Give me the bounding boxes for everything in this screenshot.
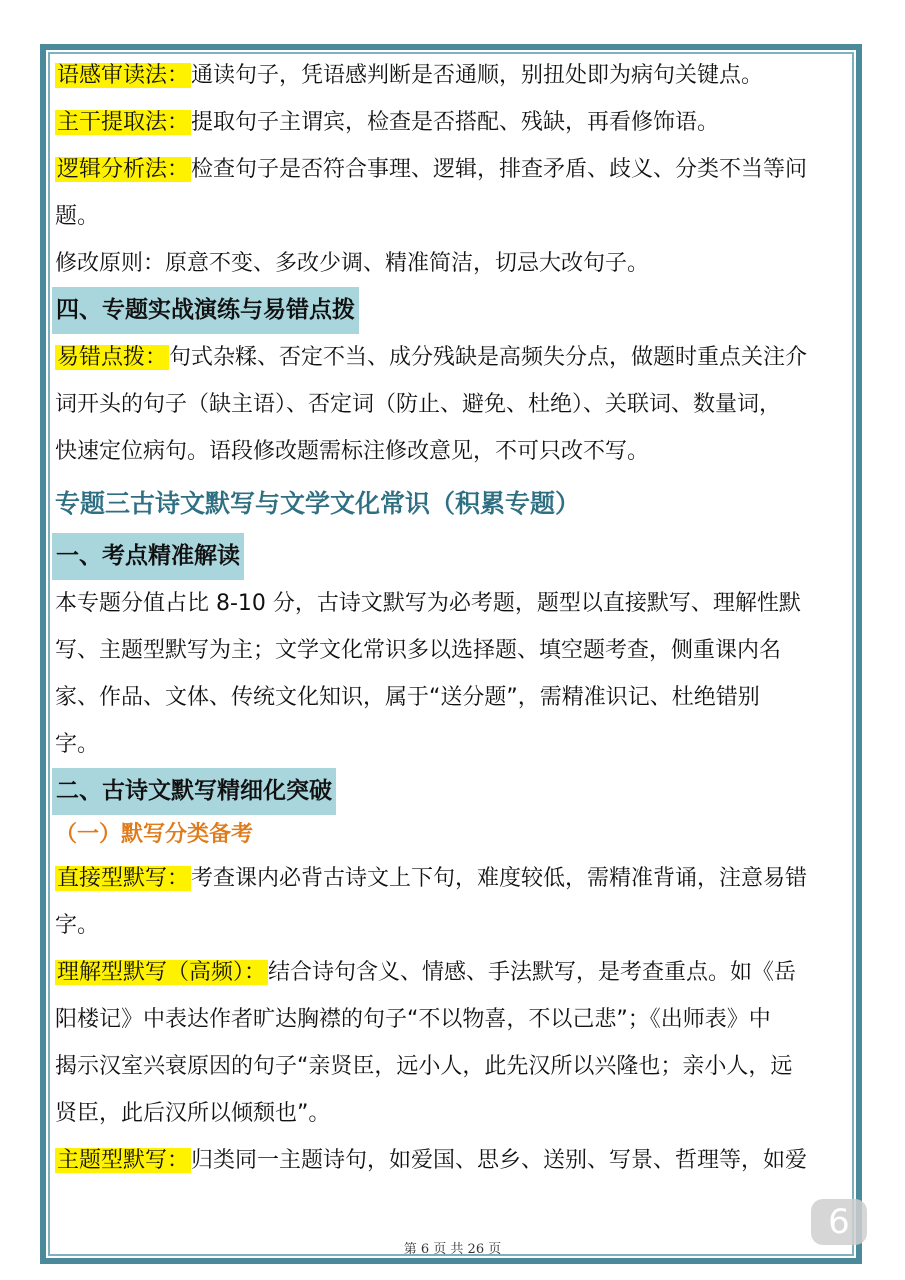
paragraph [55,146,835,193]
paragraph-text: 通读句子，凭语感判断是否通顺，别扭处即为病句关键点。 [191,63,764,88]
section-heading-text: 一、考点精准解读 [52,533,244,580]
main-heading: 专题三古诗文默写与文学文化常识（积累专题） [55,489,581,518]
paragraph [55,334,835,381]
paragraph-text: 归类同一主题诗句，如爱国、思乡、送别、写景、哲理等，如爱 [191,1148,808,1173]
paragraph-text: 修改原则：原意不变、多改少调、精准简洁，切忌大改句子。 [55,251,650,276]
highlight-label: 直接型默写： [57,866,190,891]
page-number-badge: 6 [811,1199,867,1245]
highlight-label: 理解型默写（高频）： [57,960,267,985]
paragraph-text: 结合诗句含义、情感、手法默写，是考查重点。如《岳 [268,960,797,985]
page-footer: 第 6 页 共 26 页 [403,1242,502,1257]
paragraph-text: 写、主题型默写为主；文学文化常识多以选择题、填空题考查，侧重课内名 [55,638,782,663]
section-heading [55,768,835,815]
section-heading [55,287,835,334]
section-heading [55,533,835,580]
paragraph-text: 阳楼记》中表达作者旷达胸襟的句子“不以物喜，不以己悲”；《出师表》中 [55,1007,771,1032]
paragraph-text: 考查课内必背古诗文上下句，难度较低，需精准背诵，注意易错 [191,866,808,891]
paragraph-text: 检查句子是否符合事理、逻辑，排查矛盾、歧义、分类不当等问 [191,157,808,182]
paragraph [55,855,835,902]
paragraph [55,949,835,996]
paragraph-text: 本专题分值占比 8-10 分，古诗文默写为必考题，题型以直接默写、理解性默 [55,591,801,616]
paragraph-text: 词开头的句子（缺主语）、否定词（防止、避免、杜绝）、关联词、数量词， [55,392,782,417]
document-body [55,52,835,1184]
highlight-label: 语感审读法： [57,63,190,88]
paragraph-text: 句式杂糅、否定不当、成分残缺是高频失分点，做题时重点关注介 [169,345,808,370]
paragraph-text: 题。 [55,204,100,229]
section-heading-text: 四、专题实战演练与易错点拨 [52,287,359,334]
paragraph-text: 字。 [55,913,100,938]
paragraph-text: 提取句子主谓宾，检查是否搭配、残缺，再看修饰语。 [191,110,720,135]
paragraph-text: 揭示汉室兴衰原因的句子“亲贤臣，远小人，此先汉所以兴隆也；亲小人，远 [55,1054,793,1079]
paragraph [55,99,835,146]
highlight-label: 主题型默写： [57,1148,190,1173]
highlight-label: 主干提取法： [57,110,190,135]
section-heading-text: 二、古诗文默写精细化突破 [52,768,336,815]
highlight-label: 逻辑分析法： [57,157,190,182]
paragraph-text: 快速定位病句。语段修改题需标注修改意见，不可只改不写。 [55,439,650,464]
paragraph [55,1137,835,1184]
highlight-label: 易错点拨： [57,345,168,370]
paragraph [55,52,835,99]
sub-heading: （一）默写分类备考 [55,822,254,847]
paragraph-text: 贤臣，此后汉所以倾颓也”。 [55,1101,331,1126]
paragraph-text: 家、作品、文体、传统文化知识，属于“送分题”，需精准识记、杜绝错别 [55,685,760,710]
paragraph-text: 字。 [55,732,100,757]
